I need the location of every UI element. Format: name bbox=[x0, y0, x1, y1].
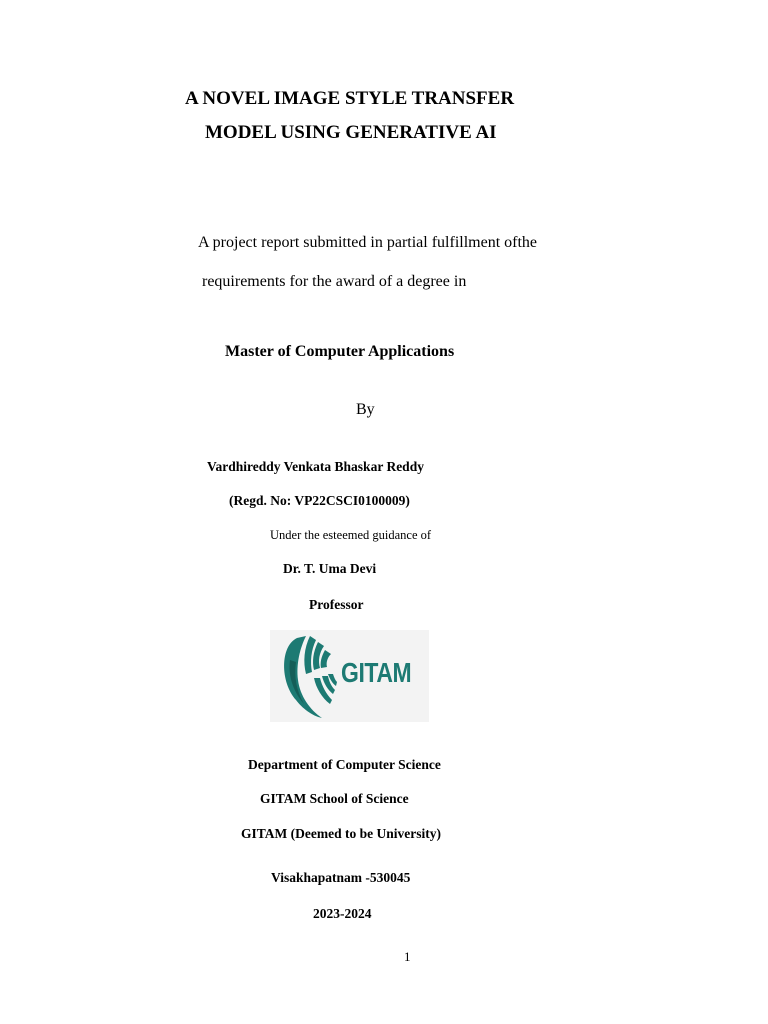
guide-name: Dr. T. Uma Devi bbox=[283, 561, 377, 576]
submission-statement-line-1: A project report submitted in partial fulfillment ofthe bbox=[198, 234, 538, 251]
department-name: Department of Computer Science bbox=[248, 757, 441, 772]
submission-statement-line-2: requirements for the award of a degree in bbox=[202, 273, 467, 290]
guide-title: Professor bbox=[309, 597, 364, 612]
guidance-label: Under the esteemed guidance of bbox=[270, 528, 432, 542]
page-number: 1 bbox=[404, 949, 411, 964]
academic-years: 2023-2024 bbox=[313, 906, 372, 921]
title-line-1: A NOVEL IMAGE STYLE TRANSFER bbox=[185, 88, 515, 109]
degree-name: Master of Computer Applications bbox=[225, 343, 455, 360]
university-name: GITAM (Deemed to be University) bbox=[241, 826, 441, 841]
school-name: GITAM School of Science bbox=[260, 791, 409, 806]
registration-number: (Regd. No: VP22CSCI0100009) bbox=[229, 493, 410, 508]
gitam-logo-text: GITAM bbox=[341, 657, 412, 688]
city-pincode: Visakhapatnam -530045 bbox=[271, 870, 411, 885]
student-name: Vardhireddy Venkata Bhaskar Reddy bbox=[207, 459, 424, 474]
title-line-2: MODEL USING GENERATIVE AI bbox=[205, 122, 497, 143]
by-label: By bbox=[356, 401, 375, 418]
